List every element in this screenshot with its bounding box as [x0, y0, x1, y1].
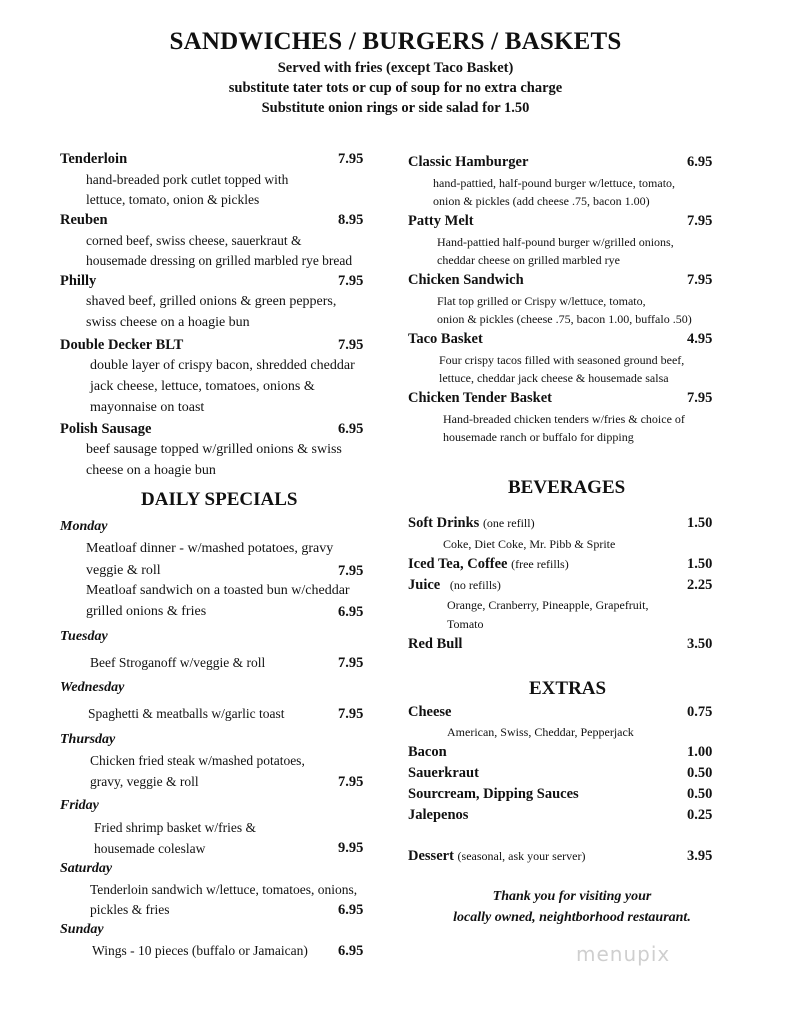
beverage-note: (no refills)	[449, 578, 501, 592]
special-description: Meatloaf dinner - w/mashed potatoes, gravy	[86, 541, 334, 556]
special-price: 7.95	[338, 563, 364, 579]
beverage-description: Orange, Cranberry, Pineapple, Grapefruit,	[447, 598, 649, 612]
item-description: Four crispy tacos filled with seasoned ground beef,	[439, 353, 685, 367]
item-name: Polish Sausage	[60, 421, 152, 437]
item-description: cheddar cheese on grilled marbled rye	[437, 253, 620, 267]
special-description: pickles & fries	[90, 902, 170, 917]
thank-you-line-2: locally owned, neightborhood restaurant.	[453, 910, 691, 925]
extra-name: Jalepenos	[408, 807, 469, 823]
item-description: Hand-pattied half-pound burger w/grilled onions,	[437, 235, 674, 249]
section-heading: DAILY SPECIALS	[141, 489, 298, 510]
beverage-note: (free refills)	[511, 557, 569, 571]
item-price: 6.95	[338, 421, 364, 437]
extra-name: Sourcream, Dipping Sauces	[408, 786, 579, 802]
extra-price: 0.25	[687, 807, 713, 823]
item-description: shaved beef, grilled onions & green peppers,	[86, 294, 337, 309]
special-price: 6.95	[338, 604, 364, 620]
special-description: Spaghetti & meatballs w/garlic toast	[88, 706, 285, 721]
item-description: cheese on a hoagie bun	[86, 463, 216, 478]
extra-note: (seasonal, ask your server)	[457, 849, 586, 863]
special-price: 6.95	[338, 943, 364, 959]
special-description: Chicken fried steak w/mashed potatoes,	[90, 753, 305, 768]
day-heading: Saturday	[60, 861, 113, 876]
beverage-price: 3.50	[687, 636, 713, 652]
beverage-price: 1.50	[687, 556, 713, 572]
item-description: Hand-breaded chicken tenders w/fries & choice of	[443, 412, 685, 426]
beverage-description: Coke, Diet Coke, Mr. Pibb & Sprite	[443, 537, 616, 551]
item-name: Patty Melt	[408, 213, 474, 229]
item-description: jack cheese, lettuce, tomatoes, onions &	[90, 379, 315, 394]
special-description: housemade coleslaw	[94, 841, 206, 856]
thank-you-line-1: Thank you for visiting your	[492, 889, 652, 904]
special-description: Fried shrimp basket w/fries &	[94, 820, 256, 835]
item-description: hand-pattied, half-pound burger w/lettuce, tomato,	[433, 176, 676, 190]
extra-name	[408, 848, 585, 865]
day-heading: Tuesday	[60, 629, 108, 644]
item-price: 7.95	[687, 213, 713, 229]
item-price: 7.95	[687, 272, 713, 288]
item-description: double layer of crispy bacon, shredded cheddar	[90, 358, 355, 373]
item-description: corned beef, swiss cheese, sauerkraut &	[86, 233, 302, 248]
item-price: 7.95	[687, 390, 713, 406]
item-description: hand-breaded pork cutlet topped with	[86, 172, 289, 187]
extra-label: Dessert	[408, 848, 454, 864]
extra-price: 0.75	[687, 704, 713, 720]
beverage-price: 1.50	[687, 515, 713, 531]
extra-price: 0.50	[687, 765, 713, 781]
item-price: 6.95	[687, 154, 713, 170]
extra-name: Cheese	[408, 704, 452, 720]
extra-price: 3.95	[687, 848, 713, 864]
extra-description: American, Swiss, Cheddar, Pepperjack	[447, 725, 634, 739]
item-name: Tenderloin	[60, 151, 128, 167]
item-price: 4.95	[687, 331, 713, 347]
beverage-name: Red Bull	[408, 636, 463, 652]
extra-price: 1.00	[687, 744, 713, 760]
item-price: 7.95	[338, 151, 364, 167]
item-name: Classic Hamburger	[408, 154, 529, 170]
beverage-note: (one refill)	[482, 516, 535, 530]
beverage-name	[408, 577, 501, 594]
menupix-watermark: menupix	[576, 942, 671, 966]
beverage-price: 2.25	[687, 577, 713, 593]
item-price: 8.95	[338, 212, 364, 228]
section-heading: EXTRAS	[529, 678, 607, 699]
day-heading: Thursday	[60, 732, 116, 747]
beverage-label: Juice	[408, 577, 441, 593]
item-description: onion & pickles (add cheese .75, bacon 1.00)	[433, 194, 650, 208]
special-description: veggie & roll	[86, 563, 161, 578]
day-heading: Friday	[60, 798, 99, 813]
item-description: lettuce, cheddar jack cheese & housemade salsa	[439, 371, 669, 385]
extra-name: Bacon	[408, 744, 447, 760]
beverage-name	[408, 515, 535, 532]
item-description: swiss cheese on a hoagie bun	[86, 315, 250, 330]
day-heading: Monday	[60, 519, 108, 534]
special-description: grilled onions & fries	[86, 604, 207, 619]
special-price: 6.95	[338, 902, 364, 918]
item-name: Double Decker BLT	[60, 337, 184, 353]
beverage-label: Soft Drinks	[408, 515, 480, 531]
item-name: Chicken Tender Basket	[408, 390, 552, 406]
item-description: housemade dressing on grilled marbled rye bread	[86, 253, 353, 268]
beverage-description: Tomato	[447, 617, 484, 631]
extra-price: 0.50	[687, 786, 713, 802]
special-price: 7.95	[338, 655, 364, 671]
item-description: onion & pickles (cheese .75, bacon 1.00, buffalo .50)	[437, 312, 692, 326]
special-price: 9.95	[338, 840, 364, 856]
day-heading: Wednesday	[60, 680, 125, 695]
item-name: Reuben	[60, 212, 108, 228]
special-description: gravy, veggie & roll	[90, 774, 199, 789]
header-line-3: Substitute onion rings or side salad for 1.50	[261, 100, 530, 116]
item-description: beef sausage topped w/grilled onions & swiss	[86, 442, 342, 457]
item-description: housemade ranch or buffalo for dipping	[443, 430, 634, 444]
header-line-2: substitute tater tots or cup of soup for no extra charge	[228, 80, 563, 96]
day-heading: Sunday	[60, 922, 104, 937]
item-description: mayonnaise on toast	[90, 400, 205, 415]
item-description: lettuce, tomato, onion & pickles	[86, 192, 260, 207]
item-description: Flat top grilled or Crispy w/lettuce, tomato,	[437, 294, 646, 308]
beverage-label: Iced Tea, Coffee	[408, 556, 508, 572]
section-heading: BEVERAGES	[508, 477, 626, 498]
special-description: Beef Stroganoff w/veggie & roll	[90, 655, 266, 670]
item-price: 7.95	[338, 337, 364, 353]
item-name: Chicken Sandwich	[408, 272, 524, 288]
item-price: 7.95	[338, 273, 364, 289]
special-description: Wings - 10 pieces (buffalo or Jamaican)	[92, 943, 308, 958]
page-title: SANDWICHES / BURGERS / BASKETS	[169, 28, 622, 55]
special-description: Meatloaf sandwich on a toasted bun w/cheddar	[86, 583, 350, 598]
special-price: 7.95	[338, 774, 364, 790]
item-name: Philly	[60, 273, 97, 289]
header-line-1: Served with fries (except Taco Basket)	[277, 60, 514, 76]
extra-name: Sauerkraut	[408, 765, 479, 781]
item-name: Taco Basket	[408, 331, 483, 347]
beverage-name	[408, 556, 569, 573]
special-price: 7.95	[338, 706, 364, 722]
special-description: Tenderloin sandwich w/lettuce, tomatoes, onions,	[90, 882, 358, 897]
